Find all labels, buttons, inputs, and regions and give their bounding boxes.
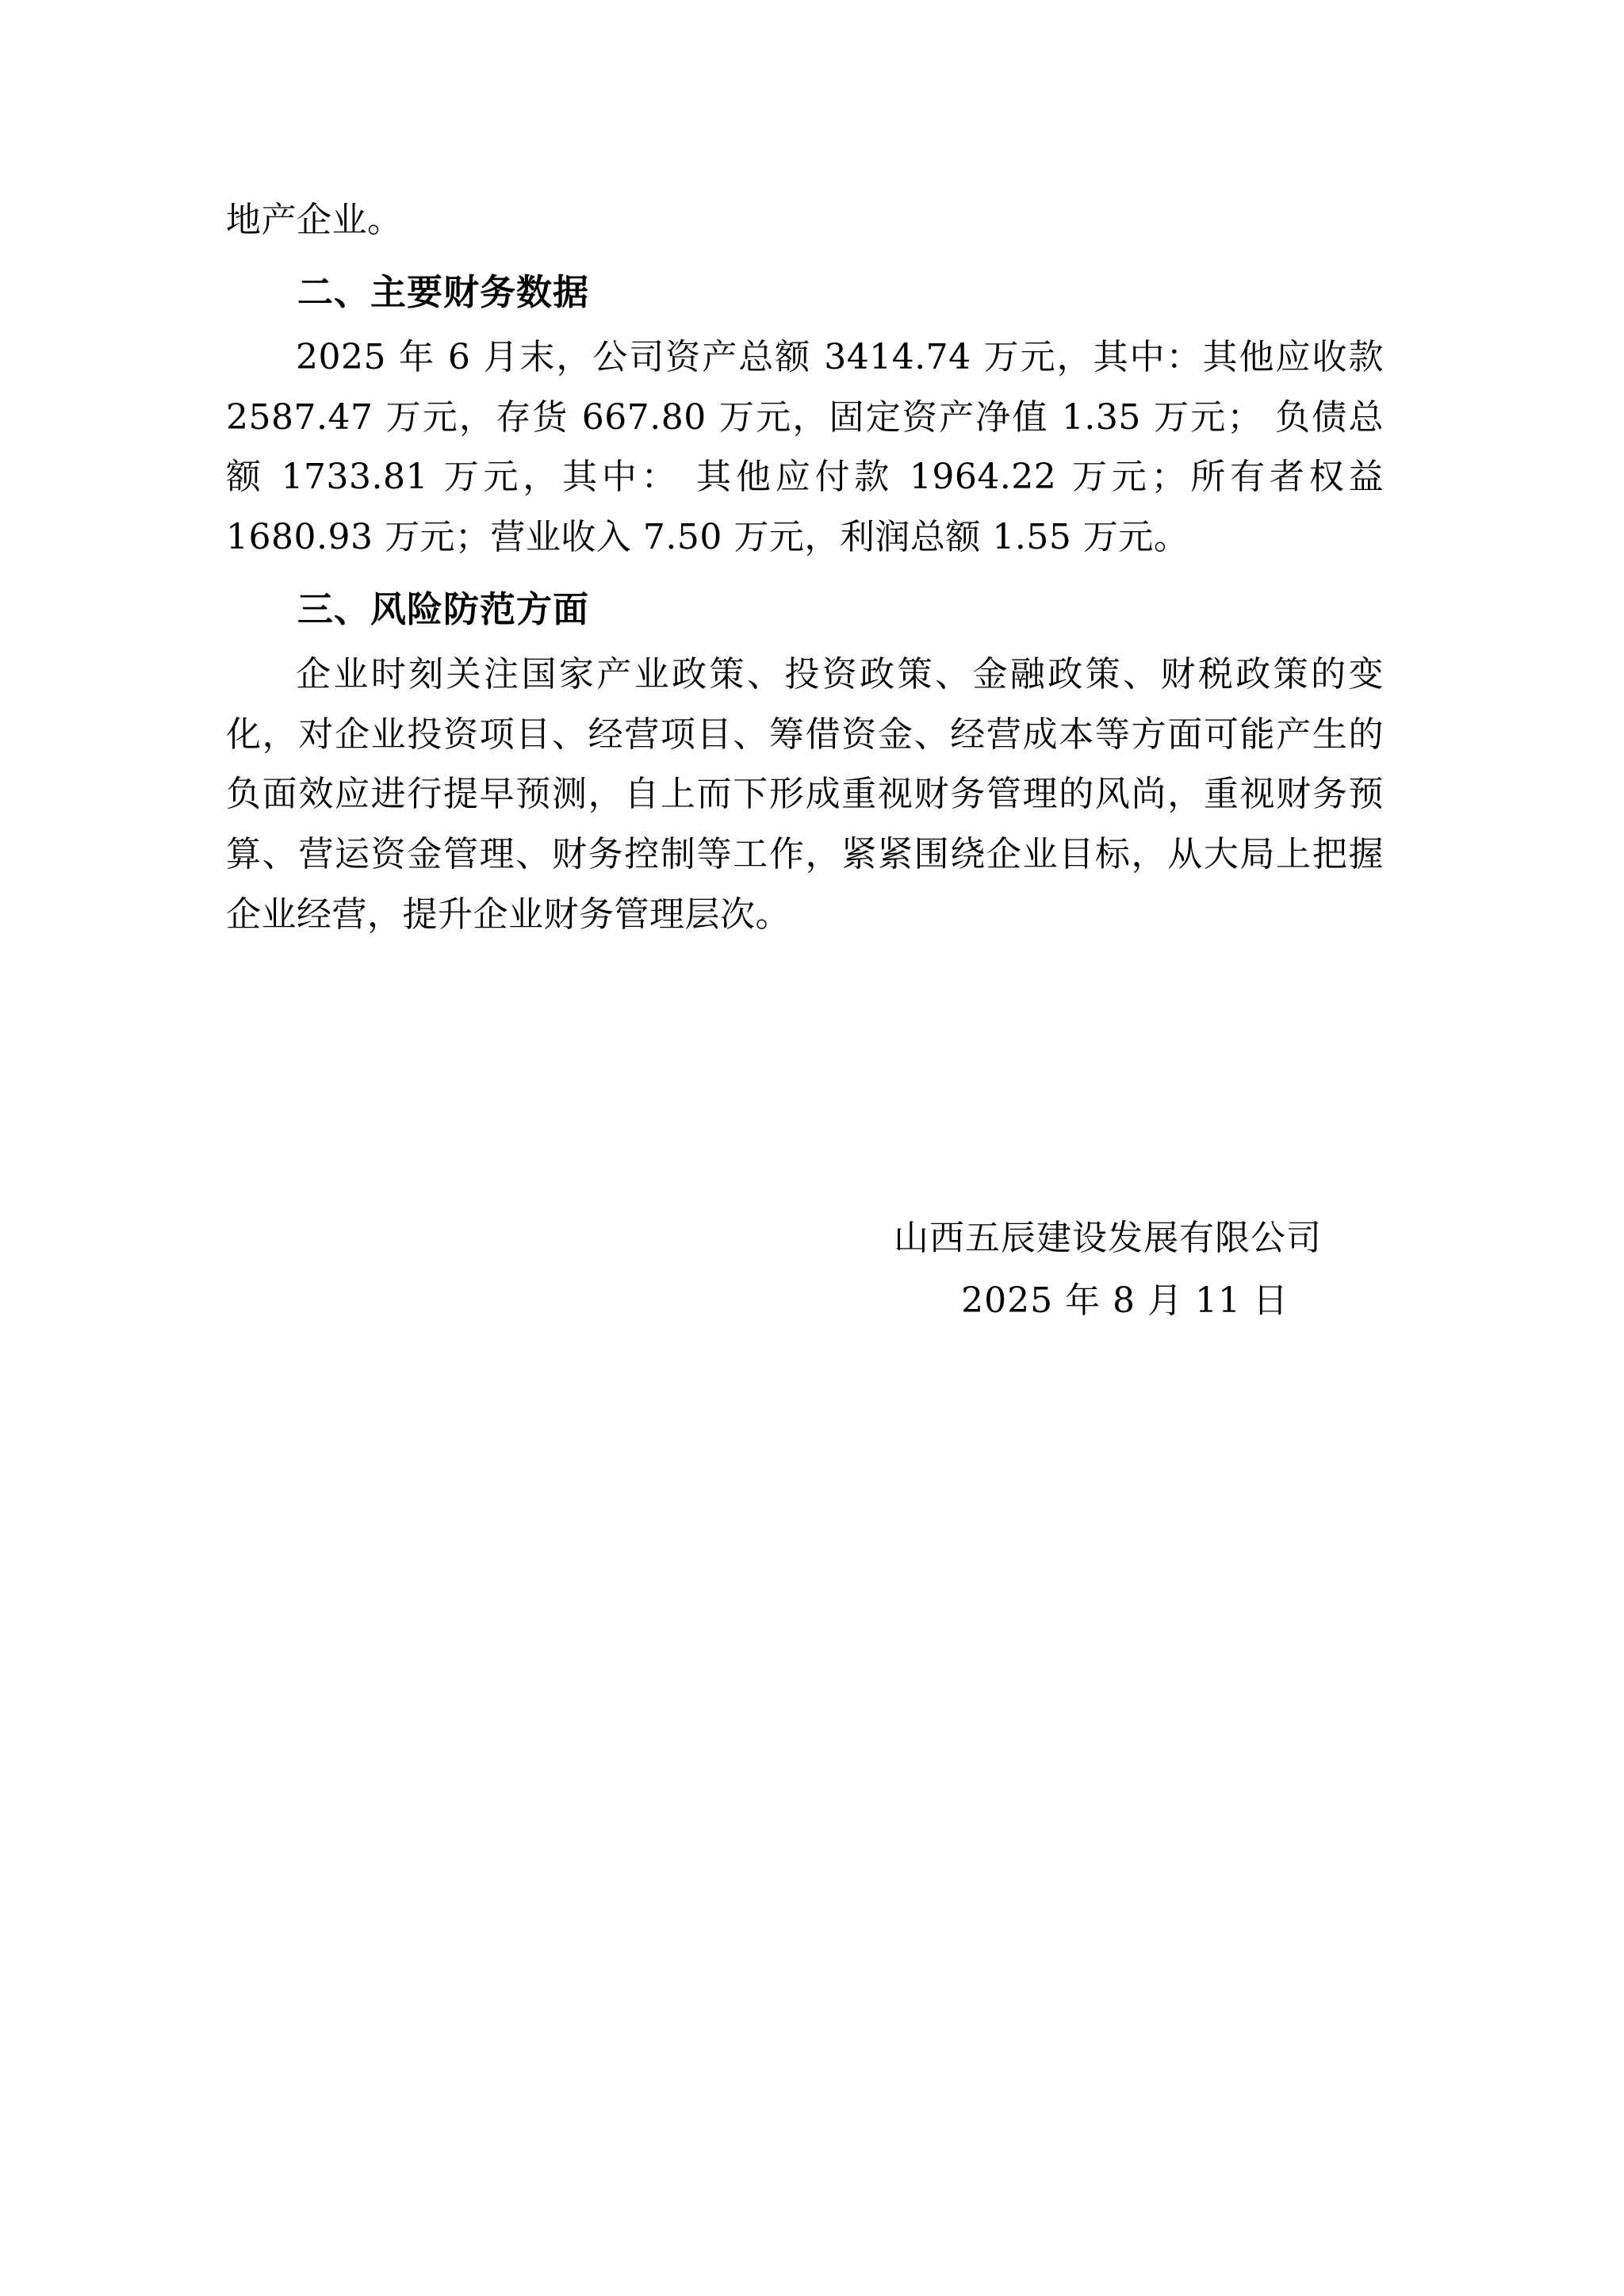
section-three-paragraph: 企业时刻关注国家产业政策、投资政策、金融政策、财税政策的变化，对企业投资项目、经营项目、筹借资金、经营成本等方面可能产生的负面效应进行提早预测，自上而下形成重视财务管理的风尚，重视财务预算、营运资金管理、财务控制等工作，紧紧围绕企业目标，从大局上把握企业经营，提升企业财务管理层次。 bbox=[226, 654, 1384, 935]
section-heading-two: 二、主要财务数据 bbox=[297, 270, 590, 313]
continued-paragraph: 地产企业。 bbox=[226, 200, 403, 240]
signature-block bbox=[226, 1207, 1384, 1332]
section-two-paragraph: 2025 年 6 月末，公司资产总额 3414.74 万元，其中：其他应收款 2587.47 万元，存货 667.80 万元，固定资产净值 1.35 万元； 负债总额 1733.81 万元，其中： 其他应付款 1964.22 万元；所有者权益 1680.93 万元；营业收入 7.50 万元，利润总额 1.55 万元。 bbox=[226, 337, 1384, 558]
signature-date: 2025 年 8 月 11 日 bbox=[961, 1280, 1289, 1321]
section-heading-three: 三、风险防范方面 bbox=[297, 587, 590, 630]
signature-company: 山西五辰建设发展有限公司 bbox=[894, 1217, 1322, 1258]
document-body bbox=[226, 190, 1384, 1332]
